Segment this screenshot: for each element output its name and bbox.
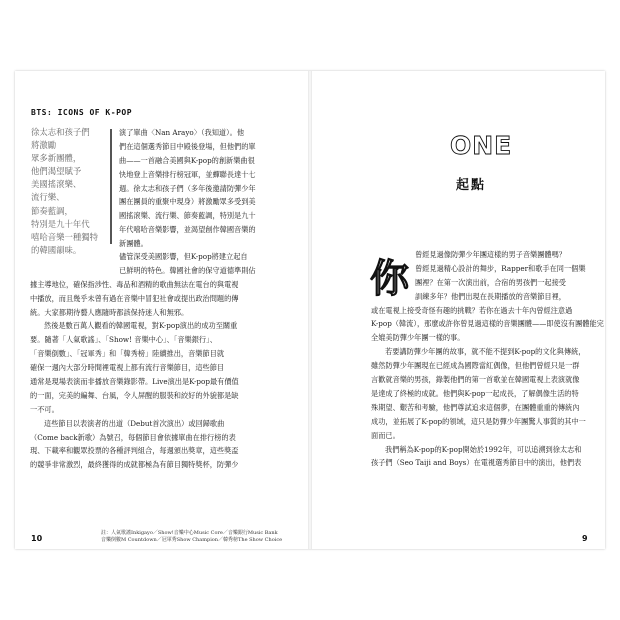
pull-quote-line: 美國搖滾樂、 — [31, 179, 82, 190]
text-line: 據主導地位，確保指涉性、毒品和酒精的歌曲無法在電台的與電視 — [30, 279, 239, 289]
text-line: 孩子們（Seo Taiji and Boys）在電視選秀節目中的演出，他們表 — [371, 458, 582, 468]
text-line: K-pop（韓流），那麼或許你曾見過這樣的音樂團體——即使沒有團體能完 — [371, 319, 604, 329]
text-line: 演了單曲〈Nan Arayo〉（我知道）。他 — [119, 128, 245, 137]
pull-quote — [31, 126, 109, 257]
text-line: 快地登上音樂排行榜冠軍，並蟬聯長達十七 — [119, 169, 256, 179]
pull-quote-line: 徐太志和孩子們 — [31, 127, 90, 137]
text-line: 全媲美防彈少年團一樣的事。 — [371, 333, 465, 343]
footnote — [101, 530, 282, 545]
text-line: 儘管深受美國影響，但K-pop將建立起自 — [119, 252, 248, 261]
body-text-main — [30, 250, 300, 472]
text-line: 通常是現場表演而非播放音樂錄影帶。Live演出是K-pop最有價值 — [30, 377, 239, 387]
text-line: （Come back新歌）為號召，每個節目會依據單曲在排行榜的表 — [30, 432, 236, 442]
footnote-line: 音樂倒數M Countdown／冠軍秀Show Champion／韓秀榜The Show Choice — [101, 537, 283, 544]
text-line: 或在電視上接受奇怪有趣的挑戰？若你在過去十年內曾經注意過 — [371, 305, 573, 315]
text-line: 若要講防彈少年團的故事，就不能不提到K-pop的文化與傳統， — [385, 347, 586, 357]
text-line: 殊期望、艱苦和考驗，他們尊試追求這個夢，在團體重重的傳統內 — [371, 402, 580, 412]
text-line: 的競爭非常激烈，最終獲得的成就都極為有節目獨特獎杯，防彈少 — [30, 460, 239, 470]
chapter-title: 起點 — [456, 178, 487, 193]
text-line: 的一面，完美的編舞、台風，令人屏醒的服裝和絞好的外貌都是缺 — [30, 390, 239, 400]
text-line: 們在這個選秀節目中殿後登場，但他們的單 — [119, 141, 256, 151]
text-line: 曾經見過像防彈少年團這樣的男子音樂團體嗎？ — [415, 250, 566, 259]
text-line: 團裡？在第一次演出前，合宿的男孩們一起接受 — [415, 277, 566, 287]
text-line: 年代嘻哈音樂影響，並渴望創作韓國音樂的 — [119, 225, 256, 235]
running-head: BTS: ICONS OF K-POP — [31, 108, 133, 117]
text-line: 「音樂倒數」、「冠軍秀」和「韓秀榜」陸續推出，音樂節目就 — [30, 349, 225, 359]
body-text-right — [371, 304, 604, 471]
page-number: 10 — [31, 534, 43, 543]
text-line: 這些節目以表演者的出道（Debut首次演出）或回歸歌曲 — [44, 418, 225, 428]
chapter-label: ONE — [450, 131, 513, 160]
pull-quote-line: 的韓國韻味。 — [31, 244, 82, 255]
pull-quote-line: 他們渴望賦予 — [31, 166, 82, 177]
text-line: 國搖滾樂、流行樂、節奏藍調，特別是九十 — [119, 211, 256, 221]
text-line: 一不可。 — [30, 404, 59, 414]
pull-quote-line: 將激勵 — [31, 140, 57, 151]
pull-quote-line: 特別是九十年代 — [31, 218, 90, 229]
body-text-top — [119, 126, 305, 251]
drop-cap: 你 — [370, 256, 410, 302]
text-line: 要。隨著「人氣歌謠」、「Show! 音樂中心」、「音樂銀行」、 — [30, 335, 217, 345]
pull-quote-line: 眾多新團體， — [31, 153, 82, 164]
text-line: 確保一週內大部分時間裡電視上都有流行音樂節目，這些節目 — [30, 363, 225, 373]
text-line: 中播放，而且幾乎未曾有過在音樂中冒犯社會或提出政治問題的傳 — [30, 293, 239, 303]
text-line: 成功，並拓展了K-pop的領域，這只是防彈少年團驚人事質的其中一 — [371, 416, 586, 426]
text-line: 言歡就音樂的男孩，錄製他們的第一首歌並在韓國電視上表演就像 — [371, 375, 580, 385]
left-page — [15, 71, 310, 549]
page-number: 9 — [582, 534, 588, 543]
pull-quote-line: 流行樂、 — [31, 192, 65, 203]
text-line: 現、下載率和觀眾投票的各種評判組合，每週頒出獎章，這些獎盃 — [30, 446, 239, 456]
text-line: 團在團員的重聚中現身）將激勵眾多受到美 — [119, 197, 256, 207]
text-line: 曾經見過精心設計的舞步，Rapper和歌手在同一個樂 — [415, 263, 586, 273]
text-line: 然後是數百萬人觀看的韓國電視，對K-pop演出的成功至關重 — [44, 321, 238, 331]
text-line: 統。大家都期待藝人應隨時都該保持迷人和無邪。 — [30, 307, 189, 317]
pull-quote-line: 嘻哈音樂一種獨特 — [31, 231, 98, 242]
text-line: 面而已。 — [371, 430, 400, 440]
text-line: 週。徐太志和孩子們（多年後邀請防彈少年 — [119, 183, 256, 193]
pull-quote-line: 節奏藍調， — [31, 205, 73, 216]
intro-paragraph — [415, 248, 600, 304]
text-line: 雖然防彈少年團現在已經成為國際當紅偶像，但他們曾經只是一群 — [371, 361, 580, 371]
text-line: 曲——一首融合美國與K-pop的創新樂曲很 — [119, 155, 255, 165]
book-spread — [15, 71, 605, 549]
text-line: 是達成了終極的成就。他們與K-pop一起成長，了解偶像生活的特 — [371, 388, 579, 398]
footnote-line: 註：人氣歌謠Inkigayo／Show!音樂中心Music Core／音樂銀行Music Bank — [101, 530, 278, 536]
text-line: 已鮮明的特色。韓國社會的保守道德準則佔 — [119, 265, 256, 275]
text-line: 新團體。 — [119, 239, 148, 249]
text-line: 訓練多年？他們出現在長期播放的音樂節目裡， — [415, 291, 566, 301]
right-page — [310, 71, 605, 549]
text-line: 我們稱為K-pop的K-pop開始於1992年，可以追溯到徐太志和 — [385, 444, 582, 454]
pull-quote-divider — [110, 129, 112, 244]
